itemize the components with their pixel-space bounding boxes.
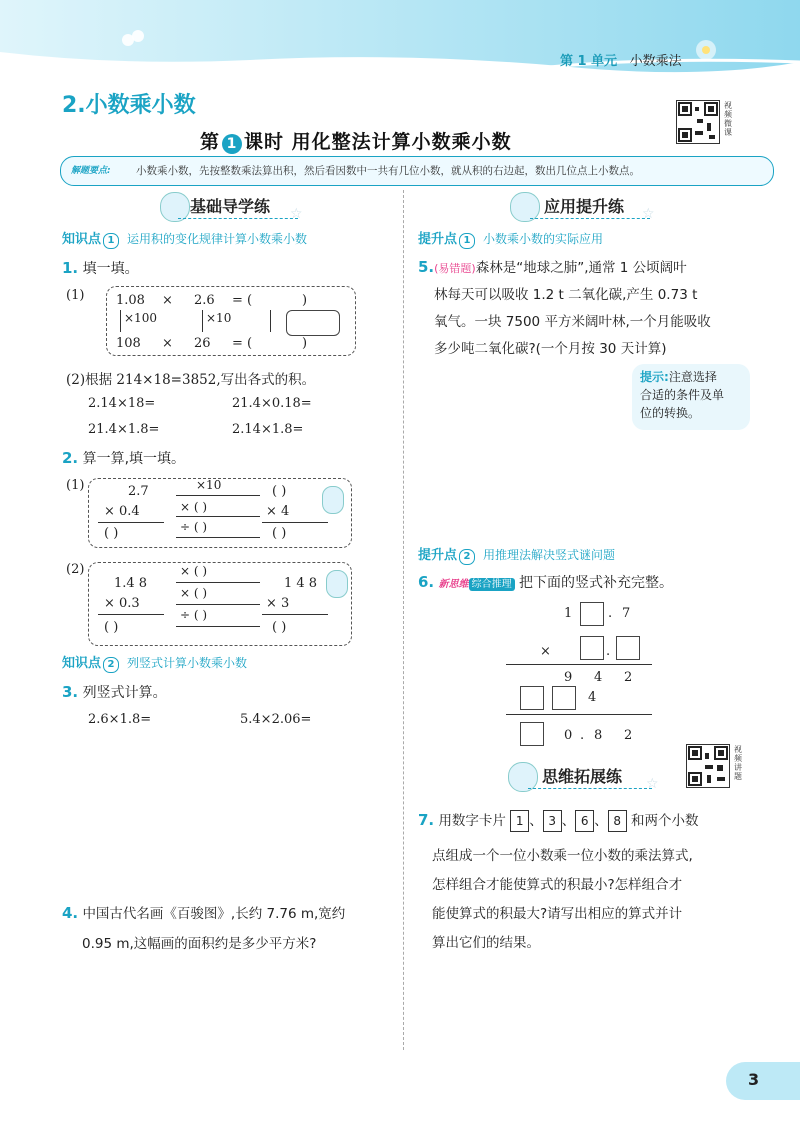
tip-text: 小数乘小数，先按整数乘法算出积，然后看因数中一共有几位小数，就从积的右边起，数出几位点上小数点。 [136,165,640,177]
q1-eq: = ( [232,293,253,308]
v-dot: . [608,606,613,621]
knowledge-point-2 [62,652,247,673]
q1-item: 2.14×1.8= [232,422,304,437]
q1-op2: × [162,336,173,351]
lesson-title [200,127,512,154]
q2b-op2: × ( ) [180,586,208,600]
qr-label-mid [734,745,744,781]
unit-topic: 小数乘法 [629,54,682,69]
page-number: 3 [748,1070,760,1089]
q2-rtop: ( ) [272,484,287,499]
lesson-post: 课时 用化整法计算小数乘小数 [244,131,512,153]
tip-key: 解题要点: [71,166,111,176]
kp-tag: 知识点 [62,232,102,247]
question-1 [62,258,139,278]
rule-line [506,664,652,665]
question-number: 5. [418,258,435,276]
blank-box[interactable] [616,636,640,660]
kp-num: 2 [459,549,475,565]
qr-label-char: 视 [724,101,732,110]
blank-box[interactable] [520,686,544,710]
question-text: 中国古代名画《百骏图》,长约 7.76 m,宽约 [82,906,346,922]
kp-num: 1 [103,233,119,249]
number-card: 3 [543,810,562,832]
q2b-rmul: × 3 [266,596,290,611]
v-times: × [540,644,551,659]
separator: 、 [561,813,576,829]
error-prone-tag: (易错题) [434,262,476,275]
left-section-title: 基础导学练 [190,197,271,216]
number-card: 8 [608,810,627,832]
arrow-down-icon [120,310,121,332]
hint-text [640,368,724,422]
right-section2-underline [528,788,652,789]
arrow-left-icon [176,626,260,627]
left-section-underline [178,218,298,219]
hint-key: 提示: [640,370,669,384]
number-card: 6 [575,810,594,832]
hint-line: 合适的条件及单 [640,388,725,402]
q1-close2: ) [302,336,308,351]
right-section-title: 应用提升练 [544,197,625,216]
question-text: 多少吨二氧化碳?(一个月按 30 天计算) [434,341,667,357]
column-divider [403,190,404,1050]
hint-line: 位的转换。 [640,406,701,420]
question-number: 2. [62,449,79,467]
question-7 [418,806,778,958]
qr-label-char: 频 [724,110,732,119]
question-text: 用数字卡片 [438,813,506,829]
kp-text: 小数乘小数的实际应用 [483,232,604,246]
kp-text: 运用积的变化规律计算小数乘小数 [127,232,308,246]
arrow-down-icon [202,310,203,332]
q1-d: 26 [194,336,211,351]
question-text: 怎样组合才能使算式的积最小?怎样组合才 [432,877,683,893]
arrow-right-icon [176,582,260,583]
rule-line [262,614,328,615]
qr-label-char: 视 [734,745,742,754]
q2-part2-label: (2) [66,562,85,577]
v-digit: 4 [588,690,597,705]
improve-point-1 [418,228,603,249]
arrow-left-icon [176,537,260,538]
q2b-op3: ÷ ( ) [180,608,208,622]
right-section-underline [530,218,650,219]
v-dot: . [606,644,611,659]
q2-rres: ( ) [272,526,287,541]
rabbit-icon [322,486,344,514]
new-thinking-badge: 新思维 [438,579,469,590]
q3-item: 5.4×2.06= [240,712,312,727]
q2-top: 2.7 [128,484,149,499]
question-number: 3. [62,683,79,701]
qr-label-char: 课 [724,128,732,137]
qr-label-top [724,101,734,137]
rule-line [262,522,328,523]
v-digit: 4 [594,670,603,685]
question-number: 7. [418,811,435,829]
q2-op2: × ( ) [180,500,208,514]
number-card: 1 [510,810,529,832]
knowledge-point-1 [62,228,307,249]
q1-item: 2.14×18= [88,396,156,411]
arrow-up-icon [270,310,271,332]
v-digit: 2 [624,670,633,685]
rule-line [98,522,164,523]
kp-num: 1 [459,233,475,249]
v-digit: 0 [564,728,573,743]
q1-part2-label: (2)根据 214×18=3852,写出各式的积。 [66,372,316,388]
rule-line [506,714,652,715]
qr-label-char: 频 [734,754,742,763]
question-3 [62,682,167,702]
question-text: 0.95 m,这幅画的面积约是多少平方米? [82,936,317,952]
star-icon: ☆ [642,206,655,222]
question-text: 把下面的竖式补充完整。 [519,575,674,591]
q1-m2: ×10 [206,311,232,325]
rule-line [98,614,164,615]
kp-tag: 知识点 [62,656,102,671]
question-6 [418,572,673,592]
q1-part1-label: (1) [66,288,85,303]
separator: 、 [594,813,608,829]
question-4 [62,898,345,959]
blank-box[interactable] [580,602,604,626]
q1-close: ) [302,293,308,308]
hint-line: 注意选择 [668,370,717,384]
q2b-mul: × 0.3 [104,596,140,611]
kp-tag: 提升点 [418,232,458,247]
page-number-tab [726,1062,800,1100]
v-digit: 9 [564,670,573,685]
question-number: 6. [418,573,435,591]
star-icon: ☆ [290,206,303,222]
q1-a: 1.08 [116,293,145,308]
question-text: 算一算,填一填。 [82,451,186,467]
v-dot: . [580,728,585,743]
question-text: 能使算式的积最大?请写出相应的算式并计 [432,906,683,922]
q2-mul: × 0.4 [104,504,140,519]
question-text: 列竖式计算。 [82,685,167,701]
kp-tag: 提升点 [418,548,458,563]
lesson-pre: 第 [200,131,221,153]
kp-text: 用推理法解决竖式谜问题 [483,548,616,562]
q2-rmul: × 4 [266,504,290,519]
q1-item: 21.4×0.18= [232,396,312,411]
kp-num: 2 [103,657,119,673]
q1-b: 2.6 [194,293,215,308]
v-digit: 2 [624,728,633,743]
question-text: 算出它们的结果。 [432,935,540,951]
q1-item: 21.4×1.8= [88,422,160,437]
q2b-res: ( ) [104,620,119,635]
question-2 [62,448,185,468]
q3-item: 2.6×1.8= [88,712,152,727]
blank-box[interactable] [552,686,576,710]
q2b-top: 1.4 8 [114,576,148,591]
qr-code-icon[interactable] [676,100,720,144]
unit-number: 第 1 单元 [560,54,618,69]
q1-m1: ×100 [124,311,157,325]
q2b-op1: × ( ) [180,564,208,578]
q2b-rtop: 1 4 8 [284,576,318,591]
right-section2-title: 思维拓展练 [542,767,623,786]
question-text: 和两个小数 [631,813,699,829]
question-text: 填一填。 [82,261,139,277]
arrow-right-icon [176,604,260,605]
q2-res: ( ) [104,526,119,541]
separator: 、 [529,813,543,829]
tip-bar [60,156,774,186]
question-5 [418,254,758,363]
unit-label [560,50,682,69]
question-text: 林每天可以吸收 1.2 t 二氧化碳,产生 0.73 t [434,287,698,303]
question-text: 氧气。一块 7500 平方米阔叶林,一个月能吸收 [434,314,711,330]
kp-text: 列竖式计算小数乘小数 [127,656,248,670]
v-digit: 7 [622,606,631,621]
section-title: 2.小数乘小数 [62,93,196,118]
q2-op1: ×10 [196,478,222,492]
v-digit: 8 [594,728,603,743]
q2-part1-label: (1) [66,478,85,493]
flower-icon [696,40,716,60]
rabbit-icon [326,570,348,598]
q2b-rres: ( ) [272,620,287,635]
q2-op3: ÷ ( ) [180,520,208,534]
question-text: 森林是“地球之肺”,通常 1 公顷阔叶 [475,260,687,276]
question-text: 点组成一个一位小数乘一位小数的乘法算式, [432,848,693,864]
question-number: 4. [62,904,79,922]
arrow-right-icon [176,516,260,517]
blank-box[interactable] [520,722,544,746]
qr-label-char: 微 [724,119,732,128]
lesson-number: 1 [222,134,242,154]
q1-eq2: = ( [232,336,253,351]
reasoning-badge: 综合推理 [469,578,515,591]
arrow-right-icon [176,495,260,496]
qr-code-icon[interactable] [686,744,730,788]
v-digit: 1 [564,606,573,621]
qr-label-char: 讲 [734,763,742,772]
q1-c: 108 [116,336,141,351]
star-icon: ☆ [646,776,659,792]
qr-label-char: 题 [734,772,742,781]
answer-box[interactable] [286,310,340,336]
question-number: 1. [62,259,79,277]
q1-op: × [162,293,173,308]
blank-box[interactable] [580,636,604,660]
improve-point-2 [418,544,615,565]
